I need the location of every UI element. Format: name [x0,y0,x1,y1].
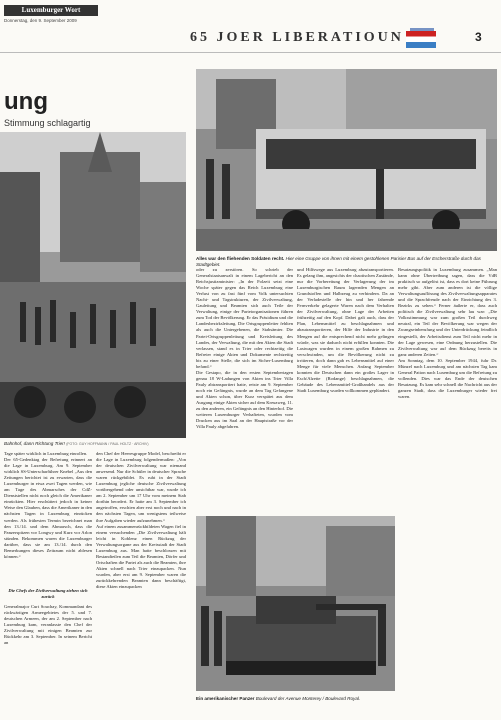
headline: ung [4,88,48,115]
page-number: 3 [475,30,482,44]
flag-graphic [406,31,436,48]
column-1-top: Tage später wirklich in Luxemburg einrollen. Der 65-Gedenktag der Befreiung erinnert an die Lage in Luxemburg. Am 9. September wirklich SS-Unterscharführer Knebel „Aus den Zeitungen berichtet ist zu erwarten, dass die Luxemburger in etwa zwei Tagen werden, wie am Tage des Abmarsches der CdZ-Dienststellen nicht noch gleich die Amerikaner einrückten. Hier erschüttert jedoch in keiner Weise den Glauben, dass die Amerikaner in den nächsten Tagen in Luxemburg einrücken werden. Als frühesten Termin bezeichnet man den 13./14. und dem Abmarsch, dass die Panzerspitzen vor Longwy und Kurz vor Arlon stünden. Bekommen waren die Luxemburger darüber, dass sie am 13./14. durch den Bemerkungen dieses Zeitraum nicht ablesen können.“ [4,451,92,559]
photo-tank [196,516,395,691]
caption-bold: Ein amerikanischer Panzer [196,696,255,701]
photo-bottom-caption [196,696,395,702]
newspaper-logo: Luxemburger Wort [4,5,98,16]
dateline: Donnerstag, den 9. September 2009 [4,18,77,23]
section-title: 65 JOER LIBERATIOUN [190,30,404,45]
column-3: oder zu zerstören. So schrieb der Generalstaatsanwalt in einem Lagebericht an den Reichsjustizminister: „In der Folzeit setzt eine Woche später gegen das Reich Luxemburg eine Verlust von zu fast fünf vom Volk untersuchten Nacht- und Tagstrukturen, der Zivilverwaltung, Gauleitung und Beamten sich auch Teile der Verwaltung, einige der Parteiorganisationen führen zum Tod der Bevölkerung. Er das Präsidium und die Landesbezirksleitung. Die Ortsgruppenleiter fehlten als auch die Untergebenen, die Stabsämter. Die Partei-Ortsgruppenleitung und Kreisleitung des Landes, der Verwaltung, die mit den Akten die Stadt verlassen, stand es in Trier oder rechtzeitig die Befreier einige Akten und Dokumente rechtzeitig bis zu einer Stelle, die sich im Sicher-Luxemburg befand.“ Die Gestapo, die in den ersten Septembertagen genau 18 W-Ladungen von Akten ins Trier Villa Pauly abtransportiert hatte, reiste am 9. September noch ein Gefängnis, wurde an dem Tag Gefangene und Akten schon, über Kurz verspätet aus dem Ausgang einige Akten sicher auf dem Kreuzweg, 11. zu den anderen, ein Gefängnis an den Hinterhof. Die weiteren Luxemburger Verhafteten, wurden vom Drucken aus im Saal an der Hauptstraße vor der Villa Pauly abgefahren. [196,267,293,430]
subheadline: Stimmung schlagartig [4,118,91,128]
photo-credit: (FOTO: GUY HOFFMANN / PAUL HOLTZ · ARCHIV) [66,442,149,446]
photo-left-caption [4,441,186,447]
bus-photo-image [196,69,497,251]
caption-text: Bahnhof, dann Richtung Trier! [4,441,65,446]
caption-bold: Alles war den fliehenden Soldaten recht. [196,256,285,261]
street-photo-image [0,132,186,438]
tank-photo-image [196,516,395,691]
photo-bus-soldiers [196,69,497,251]
column-5: Besatzungspolitik in Luxemburg zusammen. „Man kann ohne Übertreibung sagen, dass die VdB praktisch so aufgelöst ist, dass es dort keine Führung mehr gibt. Aber zum anderen ist die völlige Verwaltungsauflösung des Zivilverwaltungsapparates und die Sprachfreude nach der Einrichtung des 3. Bezirks zu sehen.“ Ferner äußerte er, dass auch politisch die Zivilverwaltung sehr lau war: „Die Volksstimmung war zum großen Teil durchweg neutral, ein Teil der Bevölkerung war wegen der Zwangseinberufung und der Unterdrückung feindlich eingestellt, der Arbeitsdienst zum Teil nicht mehr in der Lage gewesen, eine Ordnung herzustellen. Die Zivilverwaltung war auf dem Rückzug bereits in ganz anderen Zeiten.“ Am Sonntag, dem 10. September 1944, fuhr Dr. Münzel nach Luxemburg und am nächsten Tag kam General Patton nach Luxemburg um die Befreiung zu vollenden. Dies war das Ende der deutschen Besatzung. Es kam sehr schnell die Nachricht aus der ganzen Stadt, dass die Luxemburger wieder frei waren. [398,267,497,399]
column-1-bottom: Generalmajor Curt Souchay, Kommandant des rückwärtigen Armeegebietes der 5. und 7. deutschen Armeen, der am 2. September nach Luxemburg kam, veranlasste den Chef der Zivilverwaltung mit einigen Beamten zur Rückkehr am 3. September. In seinem Bericht an [4,604,92,646]
masthead [0,0,501,53]
caption-text: Hier eine Gruppe von ihnen mit einem gestohlenen Parisier Bus auf der Escherstraße durch das Stadtgebiet. [196,256,481,267]
caption-text: Boulevard der Avenue Monterey / Boulevard Royal. [255,696,361,701]
column-2: den Chef der Heeresgruppe Model, beschreibt er die Lage in Luxemburg folgendermaßen: „Von der deutschen Zivilverwaltung war niemand anwesend. Nur die Schüler in deutscher Sprache waren rückgebildet. Es ruht in der Stadt Luxemburg jegliche deutsche Zivilverwaltung vorübergehend oder unsichtbar war, wurde ich am 2. September um 17 Uhr vom meinem Stab dorthin beordert. Er hatte am 3. September ich angetroffen, erschien aber erst noch und nach in den nächsten Tagen, um wenigstens teilweise ihre Aufgaben wieder aufzunehmen.“ Auf einem zusammenrückbildeten Wagen fiel in einem versuchenden „Die Zivilverwaltung hält leicht in Koblenz einen Rückzug der Verwaltungsorgane aus der Kreisstadt der Stadt Luxemburg aus. Man hatte beschlossen mit Bestandteilen zum Teil die Beamten, Dörfer und Ortschaften die Partei als auch die Beamten, ihre Akten schnell nach Trier einzupacken. Nun wurden, aber erst am 9. September waren die zurückkehrenden Beamten dann beschäftigt, diese Akten einzupacken [96,451,186,590]
photo-street-soldiers [0,132,186,438]
column-1-subheading: Die Chefs der Zivilverwaltung ziehen sich zurück [8,588,88,600]
column-4: und Hilfswege aus Luxemburg abzutransportieren. Es gelang ihm, angesichts der chaotischen Zustände, nur die Vorbereitung der Verlagerung der im Luxemburgischen Raum lagernden Mengen an Grundstoffen und Halbzeug zu verhindern. Da an der Verladestelle der hin und her fahrende Fernverkehr gelagerte Waren nach dem Verhalten der Zivilverwaltung, ohne Lage der Arbeiten frühzeitig auf den Kopf. Dabei galt auch, dass der Plan, Lebensmittel zu beschlagnahmen und abzutransportieren, der Hilfe der Industrie in den Mengen auf die entsprechend nicht mehr gelingen würde, was sie dadurch nicht erfüllen konnten. Die Lastwagen wurden in einem großen Rahmen zu verschwinden, um die Bevölkerung nicht zu irritieren, doch dann gab es Lebensmittel auf einer Menge für viele Menschen. Anfang September konnten die Deutschen dann ein großes Lager in Esch/Alzette (Rodange) beschlagnahmen, die Gebäude des Lebensmittel-Großhandels aus der Stadt Luxemburg wurden vollkommen geplündert. [297,267,394,393]
